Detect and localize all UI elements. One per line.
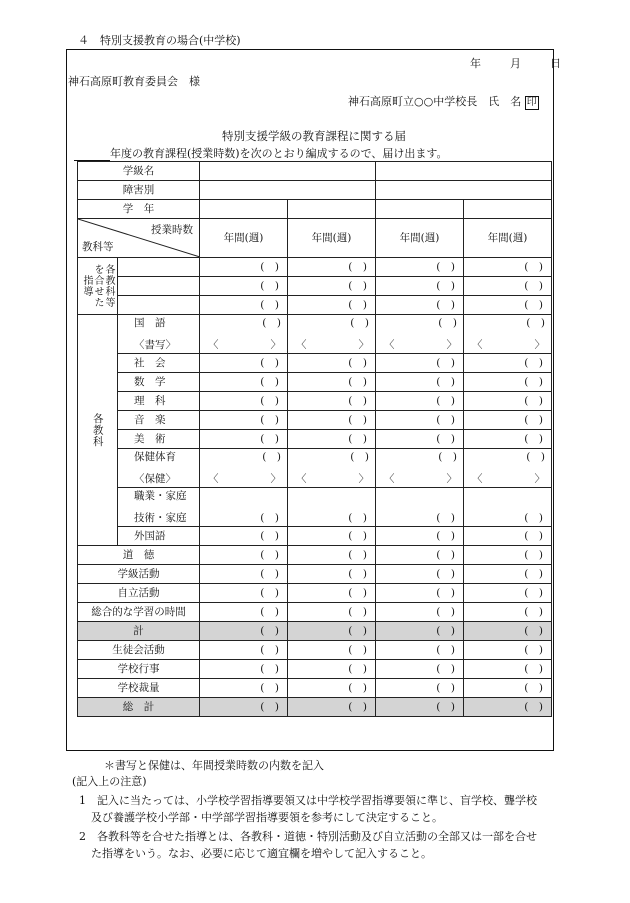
subject-name-2: 技術・家庭	[134, 511, 187, 524]
hours-cell[interactable]: ( )	[464, 527, 552, 546]
activity-label: 総合的な学習の時間	[78, 603, 200, 622]
diagonal-header	[78, 219, 200, 258]
hours-cell[interactable]: ( )	[200, 679, 288, 698]
hours-cell[interactable]: ( )	[200, 565, 288, 584]
subject-label	[118, 449, 200, 488]
table-row	[78, 660, 552, 679]
hours-paren: ( )	[262, 317, 281, 329]
hours-cell[interactable]: ( )	[376, 277, 464, 296]
sender-line	[348, 93, 539, 110]
table-row	[78, 679, 552, 698]
hours-cell[interactable]: ( )	[376, 603, 464, 622]
hours-cell[interactable]: ( )	[464, 296, 552, 315]
hours-cell[interactable]: ( )	[288, 277, 376, 296]
hours-cell[interactable]: ( )	[288, 392, 376, 411]
hours-cell[interactable]: ( )	[200, 258, 288, 277]
hours-cell[interactable]	[200, 449, 288, 488]
table-row	[78, 392, 552, 411]
hours-cell[interactable]: ( )	[288, 679, 376, 698]
hours-cell[interactable]: ( )	[464, 584, 552, 603]
hours-header: 授業時数	[151, 224, 193, 236]
date-day: 日	[550, 57, 561, 70]
hours-cell[interactable]: ( )	[288, 296, 376, 315]
class-name-input[interactable]	[200, 162, 376, 181]
hours-cell[interactable]: ( )	[376, 546, 464, 565]
hours-cell[interactable]: ( )	[464, 698, 552, 717]
hours-cell[interactable]: ( )	[464, 392, 552, 411]
hours-cell[interactable]: ( )	[200, 392, 288, 411]
section-title: ４ 特別支援教育の場合(中学校)	[78, 34, 241, 47]
annual-header: 年間(週)	[376, 219, 464, 258]
hours-cell[interactable]: ( )	[200, 546, 288, 565]
hours-cell[interactable]: ( )	[288, 258, 376, 277]
hours-cell[interactable]: ( )	[464, 411, 552, 430]
activity-label: 自立活動	[78, 584, 200, 603]
subject-input[interactable]	[118, 277, 200, 296]
hours-cell[interactable]: ( )	[464, 565, 552, 584]
angle-open: 〈	[384, 472, 395, 485]
hours-cell[interactable]	[464, 315, 552, 354]
hours-cell[interactable]: ( )	[200, 698, 288, 717]
subject-label: 美 術	[118, 430, 200, 449]
grade-input[interactable]	[376, 200, 464, 219]
hours-cell[interactable]: ( )	[464, 277, 552, 296]
hours-cell[interactable]: ( )	[464, 679, 552, 698]
table-row	[78, 354, 552, 373]
hours-cell[interactable]: ( )	[200, 622, 288, 641]
hours-cell[interactable]	[376, 315, 464, 354]
table-row	[78, 181, 552, 200]
hours-cell[interactable]: ( )	[288, 430, 376, 449]
hours-paren: ( )	[526, 317, 545, 329]
angle-close: 〉	[270, 338, 281, 351]
hours-cell[interactable]: ( )	[200, 527, 288, 546]
subject-name: 国 語	[134, 317, 166, 329]
combined-group-text: 各教科等を合せた指導	[81, 264, 114, 308]
table-row	[78, 277, 552, 296]
table-row	[78, 219, 552, 258]
subject-label	[118, 488, 200, 527]
hours-cell[interactable]: ( )	[200, 584, 288, 603]
hours-cell[interactable]: ( )	[288, 603, 376, 622]
total-label: 総 計	[78, 698, 200, 717]
table-row	[78, 430, 552, 449]
hours-cell[interactable]: ( )	[288, 698, 376, 717]
subject-sub: 〈書写〉	[134, 338, 176, 351]
class-name-input[interactable]	[376, 162, 552, 181]
hours-paren: ( )	[350, 317, 369, 329]
doc-title: 特別支援学級の教育課程に関する届	[222, 129, 406, 143]
hours-cell[interactable]: ( )	[376, 660, 464, 679]
annual-header: 年間(週)	[464, 219, 552, 258]
angle-open: 〈	[472, 472, 483, 485]
hours-cell[interactable]: ( )	[200, 430, 288, 449]
hours-cell[interactable]: ( )	[376, 258, 464, 277]
disability-input[interactable]	[200, 181, 376, 200]
grade-input[interactable]	[464, 200, 552, 219]
hours-cell[interactable]: ( )	[376, 565, 464, 584]
note-text: 及び養護学校小学部・中学部学習指導要領を参考にして決定すること。	[91, 811, 443, 824]
subject-input[interactable]	[118, 296, 200, 315]
seal-mark: 印	[526, 97, 537, 108]
subjects-group-text: 各教科	[91, 412, 104, 448]
note-number: 2	[79, 830, 86, 843]
table-row	[78, 162, 552, 181]
hours-cell[interactable]: ( )	[376, 641, 464, 660]
angle-open: 〈	[296, 472, 307, 485]
hours-cell[interactable]: ( )	[464, 546, 552, 565]
angle-open: 〈	[472, 338, 483, 351]
disability-label: 障害別	[78, 181, 200, 200]
angle-close: 〉	[358, 472, 369, 485]
hours-cell[interactable]: ( )	[376, 527, 464, 546]
addressee: 神石高原町教育委員会 様	[68, 75, 200, 88]
date-line	[470, 55, 561, 71]
hours-cell[interactable]: ( )	[200, 641, 288, 660]
hours-cell[interactable]: ( )	[464, 641, 552, 660]
hours-cell[interactable]	[464, 449, 552, 488]
hours-paren: ( )	[350, 451, 369, 463]
hours-paren: ( )	[526, 451, 545, 463]
hours-cell[interactable]: ( )	[200, 354, 288, 373]
notes-title: (記入上の注意)	[72, 775, 147, 788]
subject-label: 外国語	[118, 527, 200, 546]
hours-cell[interactable]	[288, 315, 376, 354]
hours-cell[interactable]: ( )	[200, 373, 288, 392]
table-row	[78, 698, 552, 717]
hours-cell[interactable]: ( )	[376, 698, 464, 717]
activity-label: 学校裁量	[78, 679, 200, 698]
grade-input[interactable]	[200, 200, 288, 219]
hours-cell[interactable]: ( )	[376, 622, 464, 641]
subject-label: 社 会	[118, 354, 200, 373]
total-label: 計	[78, 622, 200, 641]
year-blank[interactable]	[74, 149, 110, 161]
hours-cell[interactable]: ( )	[376, 296, 464, 315]
hours-cell[interactable]: ( )	[464, 603, 552, 622]
hours-cell[interactable]: ( )	[464, 373, 552, 392]
hours-cell[interactable]: ( )	[288, 411, 376, 430]
subject-header: 教科等	[82, 240, 114, 253]
angle-close: 〉	[358, 338, 369, 351]
hours-cell[interactable]: ( )	[288, 622, 376, 641]
note-number: 1	[79, 794, 86, 807]
hours-cell[interactable]: ( )	[200, 411, 288, 430]
hours-cell[interactable]: ( )	[288, 354, 376, 373]
hours-cell[interactable]: ( )	[376, 392, 464, 411]
table-row	[78, 315, 552, 354]
subject-label: 理 科	[118, 392, 200, 411]
hours-cell[interactable]: ( )	[288, 373, 376, 392]
angle-close: 〉	[534, 338, 545, 351]
hours-cell[interactable]: ( )	[200, 296, 288, 315]
hours-cell[interactable]: ( )	[376, 488, 464, 527]
activity-label: 道 徳	[78, 546, 200, 565]
table-row	[78, 411, 552, 430]
subject-name: 職業・家庭	[134, 490, 187, 502]
hours-cell[interactable]: ( )	[376, 584, 464, 603]
note-text: 各教科等を合せた指導とは、各教科・道徳・特別活動及び自立活動の全部又は一部を合せ	[97, 830, 537, 843]
footnote: ＊書写と保健は、年間授業時数の内数を記入	[104, 759, 324, 772]
note-2	[79, 828, 537, 862]
hours-cell[interactable]: ( )	[288, 546, 376, 565]
table-row	[78, 622, 552, 641]
table-row	[78, 546, 552, 565]
angle-open: 〈	[296, 338, 307, 351]
angle-open: 〈	[208, 338, 219, 351]
table-row	[78, 200, 552, 219]
angle-open: 〈	[208, 472, 219, 485]
hours-paren: ( )	[438, 451, 457, 463]
intro-line	[74, 145, 447, 161]
hours-cell[interactable]: ( )	[464, 488, 552, 527]
hours-cell[interactable]: ( )	[200, 660, 288, 679]
disability-input[interactable]	[376, 181, 552, 200]
subject-label	[118, 315, 200, 354]
activity-label: 学級活動	[78, 565, 200, 584]
angle-close: 〉	[446, 338, 457, 351]
combined-group-label	[78, 258, 118, 315]
hours-cell[interactable]: ( )	[376, 354, 464, 373]
curriculum-table	[77, 161, 552, 717]
table-row	[78, 641, 552, 660]
hours-cell[interactable]: ( )	[464, 258, 552, 277]
subjects-group-label	[78, 315, 118, 546]
activity-label: 学校行事	[78, 660, 200, 679]
table-row	[78, 565, 552, 584]
angle-open: 〈	[384, 338, 395, 351]
hours-cell[interactable]: ( )	[288, 584, 376, 603]
note-1	[79, 792, 537, 826]
hours-cell[interactable]: ( )	[376, 679, 464, 698]
sender: 神石高原町立○○中学校長 氏 名	[348, 95, 522, 108]
note-text: 記入に当たっては、小学校学習指導要領又は中学校学習指導要領に準じ、盲学校、聾学校	[97, 794, 537, 807]
date-year: 年	[470, 57, 481, 70]
annual-header: 年間(週)	[288, 219, 376, 258]
table-row	[78, 373, 552, 392]
hours-paren: ( )	[262, 451, 281, 463]
activity-label: 生徒会活動	[78, 641, 200, 660]
hours-cell[interactable]: ( )	[288, 565, 376, 584]
table-row	[78, 584, 552, 603]
hours-cell[interactable]: ( )	[200, 603, 288, 622]
subject-input[interactable]	[118, 258, 200, 277]
hours-cell[interactable]: ( )	[376, 373, 464, 392]
hours-paren: ( )	[438, 317, 457, 329]
subject-label: 数 学	[118, 373, 200, 392]
hours-cell[interactable]: ( )	[200, 277, 288, 296]
hours-cell[interactable]: ( )	[200, 488, 288, 527]
hours-cell[interactable]	[288, 449, 376, 488]
hours-cell[interactable]: ( )	[288, 641, 376, 660]
grade-label: 学 年	[78, 200, 200, 219]
angle-close: 〉	[270, 472, 281, 485]
angle-close: 〉	[446, 472, 457, 485]
hours-cell[interactable]: ( )	[288, 660, 376, 679]
class-name-label: 学級名	[78, 162, 200, 181]
intro-text: 年度の教育課程(授業時数)を次のとおり編成するので、届け出ます。	[110, 147, 448, 160]
hours-cell[interactable]	[200, 315, 288, 354]
annual-header: 年間(週)	[200, 219, 288, 258]
hours-cell[interactable]: ( )	[376, 411, 464, 430]
hours-cell[interactable]: ( )	[288, 488, 376, 527]
table-row	[78, 449, 552, 488]
hours-cell[interactable]: ( )	[464, 660, 552, 679]
grade-input[interactable]	[288, 200, 376, 219]
table-row	[78, 258, 552, 277]
hours-cell[interactable]: ( )	[376, 430, 464, 449]
hours-cell[interactable]	[376, 449, 464, 488]
date-month: 月	[510, 57, 521, 70]
table-row	[78, 603, 552, 622]
subject-label: 音 楽	[118, 411, 200, 430]
subject-sub: 〈保健〉	[134, 472, 176, 485]
hours-cell[interactable]: ( )	[464, 430, 552, 449]
hours-cell[interactable]: ( )	[464, 622, 552, 641]
note-text: た指導をいう。なお、必要に応じて適宜欄を増やして記入すること。	[91, 847, 432, 860]
angle-close: 〉	[534, 472, 545, 485]
hours-cell[interactable]: ( )	[464, 354, 552, 373]
table-row	[78, 488, 552, 527]
table-row	[78, 527, 552, 546]
table-row	[78, 296, 552, 315]
subject-name: 保健体育	[134, 451, 176, 463]
hours-cell[interactable]: ( )	[288, 527, 376, 546]
